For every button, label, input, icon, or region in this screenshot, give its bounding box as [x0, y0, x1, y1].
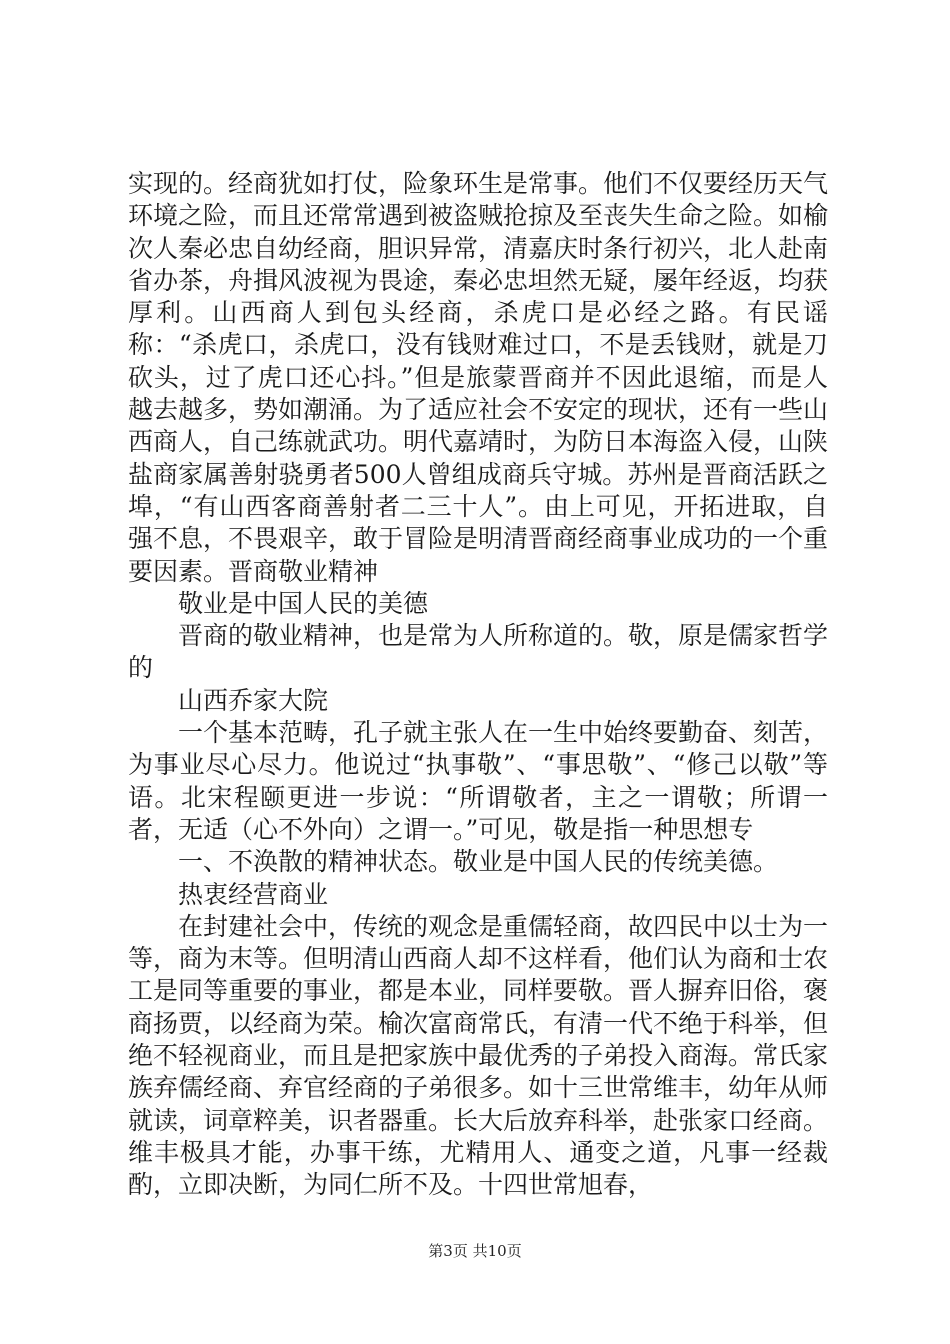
paragraph-heading-dedication-virtue: 敬业是中国人民的美德	[178, 588, 429, 618]
paragraph-heading-commerce: 热衷经营商业	[178, 879, 329, 909]
paragraph-confucius-respect: 一个基本范畴，孔子就主张人在一生中始终要勤奋、刻苦，为事业尽心尽力。他说过“执事敬”、“事思敬”、“修己以敬”等语。北宋程颐更进一步说：“所谓敬者，主之一谓敬；所谓一者，无适（心不外向）之谓一。”可见，敬是指一种思想专	[128, 718, 829, 844]
paragraph-focused-spirit: 一、不涣散的精神状态。敬业是中国人民的传统美德。	[178, 847, 779, 877]
paragraph-feudal-society: 在封建社会中，传统的观念是重儒轻商，故四民中以士为一等，商为末等。但明清山西商人却不这样看，他们认为商和士农工是同等重要的事业，都是本业，同样要敬。晋人摒弃旧俗，褒商扬贾，以经商为荣。榆次富商常氏，有清一代不绝于科举，但绝不轻视商业，而且是把家族中最优秀的子弟投入商海。常氏家族弃儒经商、弃官经商的子弟很多。如十三世常维丰，幼年从师就读，词章粹美，识者器重。长大后放弃科举，赴张家口经商。维丰极具才能，办事干练，尤精用人、通变之道，凡事一经裁酌，立即决断，为同仁所不及。十四世常旭春，	[128, 911, 829, 1200]
page-number-footer: 第3页 共10页	[428, 1242, 522, 1260]
document-body	[128, 168, 828, 1202]
paragraph-caption-qiao-courtyard: 山西乔家大院	[178, 685, 329, 715]
paragraph-merchant-risks: 实现的。经商犹如打仗，险象环生是常事。他们不仅要经历天气环境之险，而且还常常遇到被盗贼抢掠及至丧失生命之险。如榆次人秦必忠自幼经商，胆识异常，清嘉庆时条行初兴，北人赴南省办茶，舟揖风波视为畏途，秦必忠坦然无疑，屡年经返，均获厚利。山西商人到包头经商，杀虎口是必经之路。有民谣称：“杀虎口，杀虎口，没有钱财难过口，不是丢钱财，就是刀砍头，过了虎口还心抖。”但是旅蒙晋商并不因此退缩，而是人越去越多，势如潮涌。为了适应社会不安定的现状，还有一些山西商人，自己练就武功。明代嘉靖时，为防日本海盗入侵，山陕盐商家属善射骁勇者500人曾组成商兵守城。苏州是晋商活跃之埠，“有山西客商善射者二三十人”。由上可见，开拓进取，自强不息，不畏艰辛，敢于冒险是明清晋商经商事业成功的一个重要因素。晋商敬业精神	[128, 169, 829, 586]
paragraph-dedication-intro: 晋商的敬业精神，也是常为人所称道的。敬，原是儒家哲学的	[128, 621, 829, 683]
